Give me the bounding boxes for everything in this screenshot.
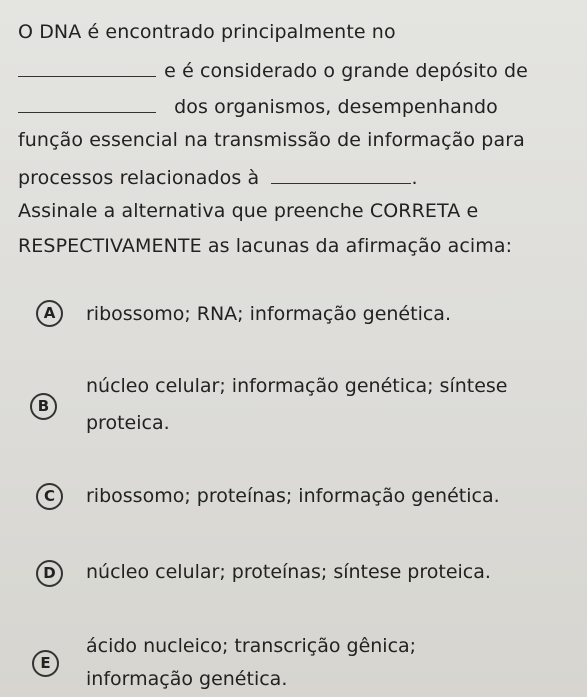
option-b-text-line-2: proteica. (86, 412, 170, 434)
option-a-letter[interactable]: A (36, 300, 63, 327)
option-b-text-line-1: núcleo celular; informação genética; síntese (86, 375, 508, 397)
option-c-letter[interactable]: C (36, 483, 63, 510)
option-e-text-line-2: informação genética. (86, 668, 288, 690)
option-c-text: ribossomo; proteínas; informação genética. (86, 485, 500, 507)
stem-line-7: RESPECTIVAMENTE as lacunas da afirmação acima: (18, 235, 513, 257)
option-a-text: ribossomo; RNA; informação genética. (86, 303, 451, 325)
stem-line-1: O DNA é encontrado principalmente no (18, 21, 396, 43)
stem-line-6: Assinale a alternativa que preenche CORRETA e (18, 200, 479, 222)
stem-line-2 (18, 58, 528, 83)
option-d-letter[interactable]: D (36, 560, 63, 587)
stem-line-3 (18, 94, 498, 119)
blank-3 (271, 165, 411, 184)
stem-line-5 (18, 165, 418, 190)
stem-line-5-text: processos relacionados à (18, 167, 260, 189)
option-b-letter[interactable]: B (30, 393, 57, 420)
stem-line-2-text: e é considerado o grande depósito de (164, 60, 528, 82)
stem-line-4: função essencial na transmissão de informação para (18, 129, 525, 151)
blank-2 (18, 94, 156, 113)
stem-line-5-period: . (411, 167, 418, 189)
stem-line-3-text: dos organismos, desempenhando (174, 96, 498, 118)
option-d-text: núcleo celular; proteínas; síntese proteica. (86, 561, 491, 583)
option-e-text-line-1: ácido nucleico; transcrição gênica; (86, 635, 417, 657)
blank-1 (18, 58, 156, 77)
option-e-letter[interactable]: E (32, 650, 59, 677)
